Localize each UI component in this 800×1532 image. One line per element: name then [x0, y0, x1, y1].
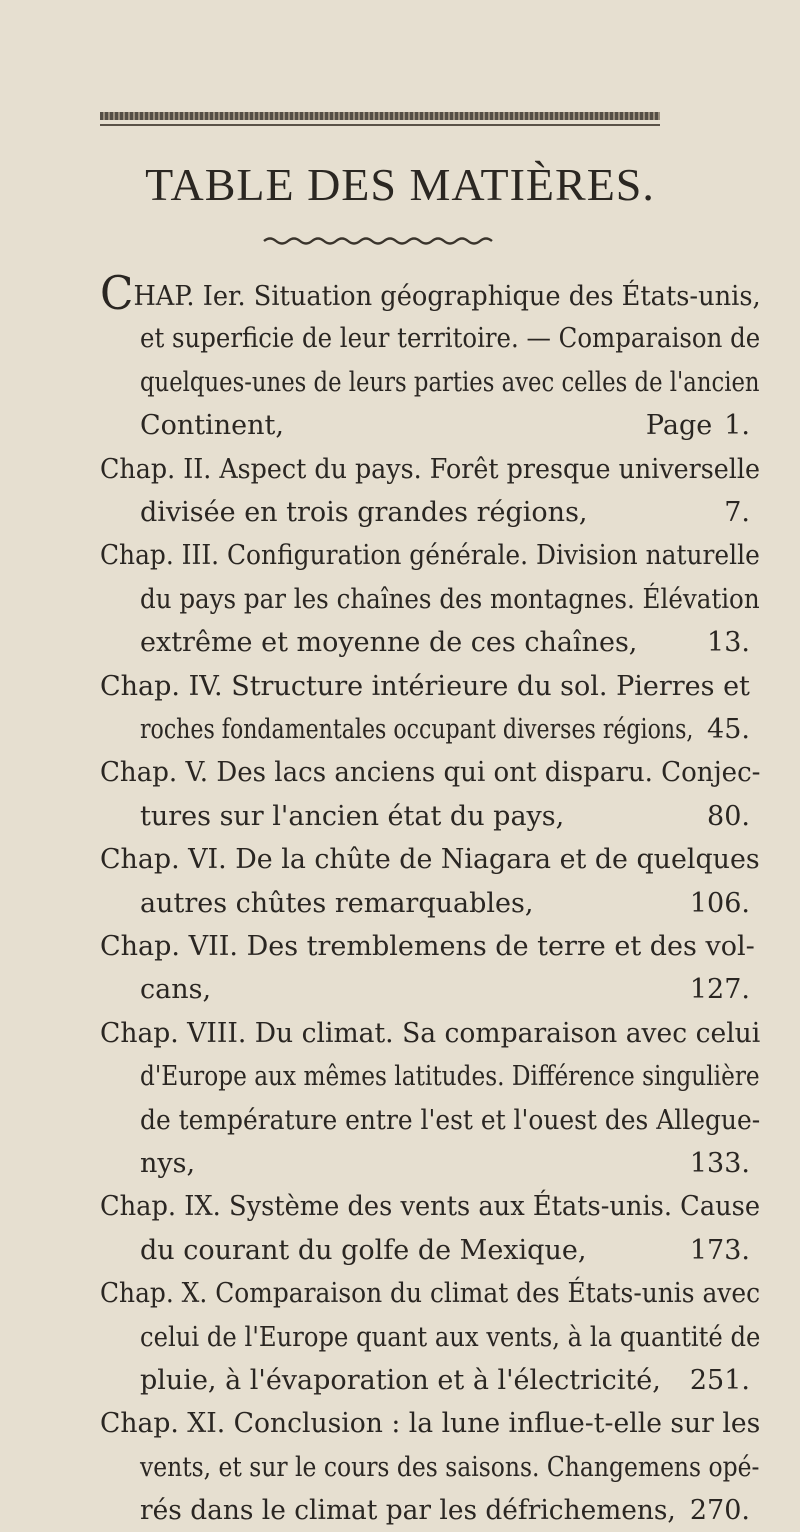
toc-entry-text: tures sur l'ancien état du pays,	[140, 800, 565, 832]
toc-entry-8-page-number	[690, 1143, 750, 1185]
toc-entry-6-page-number	[690, 883, 750, 925]
drop-cap: C	[100, 266, 134, 320]
toc-entry-text: Chap. VII. Des tremblemens de terre et des vol-	[100, 931, 755, 962]
page-number: 80.	[707, 800, 750, 832]
page-number: 106.	[689, 887, 750, 919]
toc-entry-text: Chap. VI. De la chûte de Niagara et de quelques	[100, 844, 760, 876]
toc-entry-text: pluie, à l'évaporation et à l'électricité,	[140, 1365, 661, 1396]
page-prefix: Page	[645, 410, 713, 442]
toc-entry-8-line-4	[140, 1143, 195, 1185]
toc-entry-text: vents, et sur le cours des saisons. Changemens opé-	[140, 1451, 760, 1483]
toc-entry-3-line-2	[140, 579, 760, 621]
toc-entry-7-line-2	[140, 969, 211, 1011]
toc-entry-1-line-2	[140, 318, 760, 360]
toc-entry-9-line-2	[140, 1230, 586, 1272]
toc-entry-1-line-3	[140, 362, 760, 404]
toc-entry-4-line-2	[140, 709, 693, 751]
toc-entry-8-line-2	[140, 1056, 760, 1098]
page-number: 251.	[689, 1365, 750, 1396]
toc-entry-text: Chap. IX. Système des vents aux États-unis. Cause	[100, 1191, 761, 1223]
toc-entry-9-page-number	[690, 1230, 750, 1272]
toc-entry-text: Chap. V. Des lacs anciens qui ont disparu. Conjec-	[100, 757, 761, 789]
toc-entry-11-line-3	[140, 1490, 676, 1532]
toc-entry-1-page-number	[646, 405, 750, 447]
toc-entry-text: Chap. VIII. Du climat. Sa comparaison avec celui	[100, 1017, 761, 1049]
page-number: 1.	[724, 410, 750, 442]
toc-entry-text: du courant du golfe de Mexique,	[140, 1234, 587, 1266]
toc-entry-7-page-number	[690, 969, 750, 1011]
toc-entry-8-line-3	[140, 1100, 760, 1142]
toc-entry-10-page-number	[690, 1360, 750, 1402]
page-number: 45.	[707, 714, 750, 745]
toc-entry-text: d'Europe aux mêmes latitudes. Différence singulière	[140, 1061, 760, 1093]
toc-entry-10-line-3	[140, 1360, 661, 1402]
toc-entry-4-line-1	[100, 666, 750, 708]
toc-entry-11-page-number	[690, 1490, 750, 1532]
toc-entry-text: Chap. II. Aspect du pays. Forêt presque universelle	[100, 453, 761, 485]
toc-entry-5-line-1	[100, 752, 760, 794]
toc-entry-text: nys,	[140, 1148, 196, 1179]
toc-entry-9-line-1	[100, 1186, 760, 1228]
toc-entry-text: divisée en trois grandes régions,	[140, 497, 588, 528]
toc-entry-text: Chap. III. Configuration générale. Division naturelle	[100, 540, 760, 572]
toc-entry-text: autres chûtes remarquables,	[140, 887, 534, 919]
toc-entry-4-page-number	[707, 709, 750, 751]
toc-entry-text: et superficie de leur territoire. — Comparaison de	[140, 323, 761, 355]
toc-entry-11-line-1	[100, 1403, 760, 1445]
page-number: 133.	[689, 1148, 750, 1179]
toc-entry-10-line-2	[140, 1317, 760, 1359]
toc-entry-3-line-1	[100, 535, 760, 577]
toc-entry-text: celui de l'Europe quant aux vents, à la quantité de	[140, 1321, 761, 1353]
toc-entry-7-line-1	[100, 926, 755, 968]
page-title: TABLE DES MATIÈRES.	[145, 159, 655, 210]
toc-entry-text: rés dans le climat par les défrichemens,	[140, 1495, 676, 1527]
toc-entry-text: extrême et moyenne de ces chaînes,	[140, 627, 638, 659]
toc-entry-5-page-number	[707, 796, 750, 838]
toc-entry-2-line-1	[100, 449, 760, 491]
page-number: 173.	[689, 1234, 750, 1266]
page-number: 270.	[689, 1495, 750, 1527]
toc-entry-2-page-number	[724, 492, 750, 534]
toc-entry-text: roches fondamentales occupant diverses régions,	[140, 714, 694, 745]
toc-entry-1-line-4	[140, 405, 284, 447]
toc-entry-10-line-1	[100, 1273, 760, 1315]
toc-entry-text: cans,	[140, 974, 212, 1006]
toc-entry-2-line-2	[140, 492, 588, 534]
toc-entry-text: de température entre l'est et l'ouest des Allegue-	[140, 1104, 761, 1136]
toc-entry-6-line-2	[140, 883, 533, 925]
toc-entry-1-line-1	[100, 266, 761, 320]
toc-entry-6-line-1	[100, 839, 760, 881]
toc-entry-11-line-2	[140, 1447, 759, 1489]
toc-entry-3-line-3	[140, 622, 637, 664]
toc-entry-text: du pays par les chaînes des montagnes. Élévation	[140, 583, 760, 615]
toc-entry-text: Chap. X. Comparaison du climat des États-unis avec	[100, 1278, 761, 1310]
toc-entry-text: Continent,	[140, 410, 284, 442]
toc-entry-text: quelques-unes de leurs parties avec celles de l'ancien	[140, 366, 760, 398]
toc-entry-text: HAP. Ier. Situation géographique des États-unis,	[133, 281, 761, 312]
toc-entry-text: Chap. XI. Conclusion : la lune influe-t-elle sur les	[100, 1408, 761, 1440]
toc-entry-5-line-2	[140, 796, 564, 838]
page-number: 7.	[724, 497, 750, 528]
toc-entry-3-page-number	[707, 622, 750, 664]
toc-entry-text: Chap. IV. Structure intérieure du sol. Pierres et	[100, 670, 750, 702]
page-number: 13.	[707, 627, 750, 659]
page-number: 127.	[689, 974, 750, 1006]
toc-entry-8-line-1	[100, 1013, 760, 1055]
